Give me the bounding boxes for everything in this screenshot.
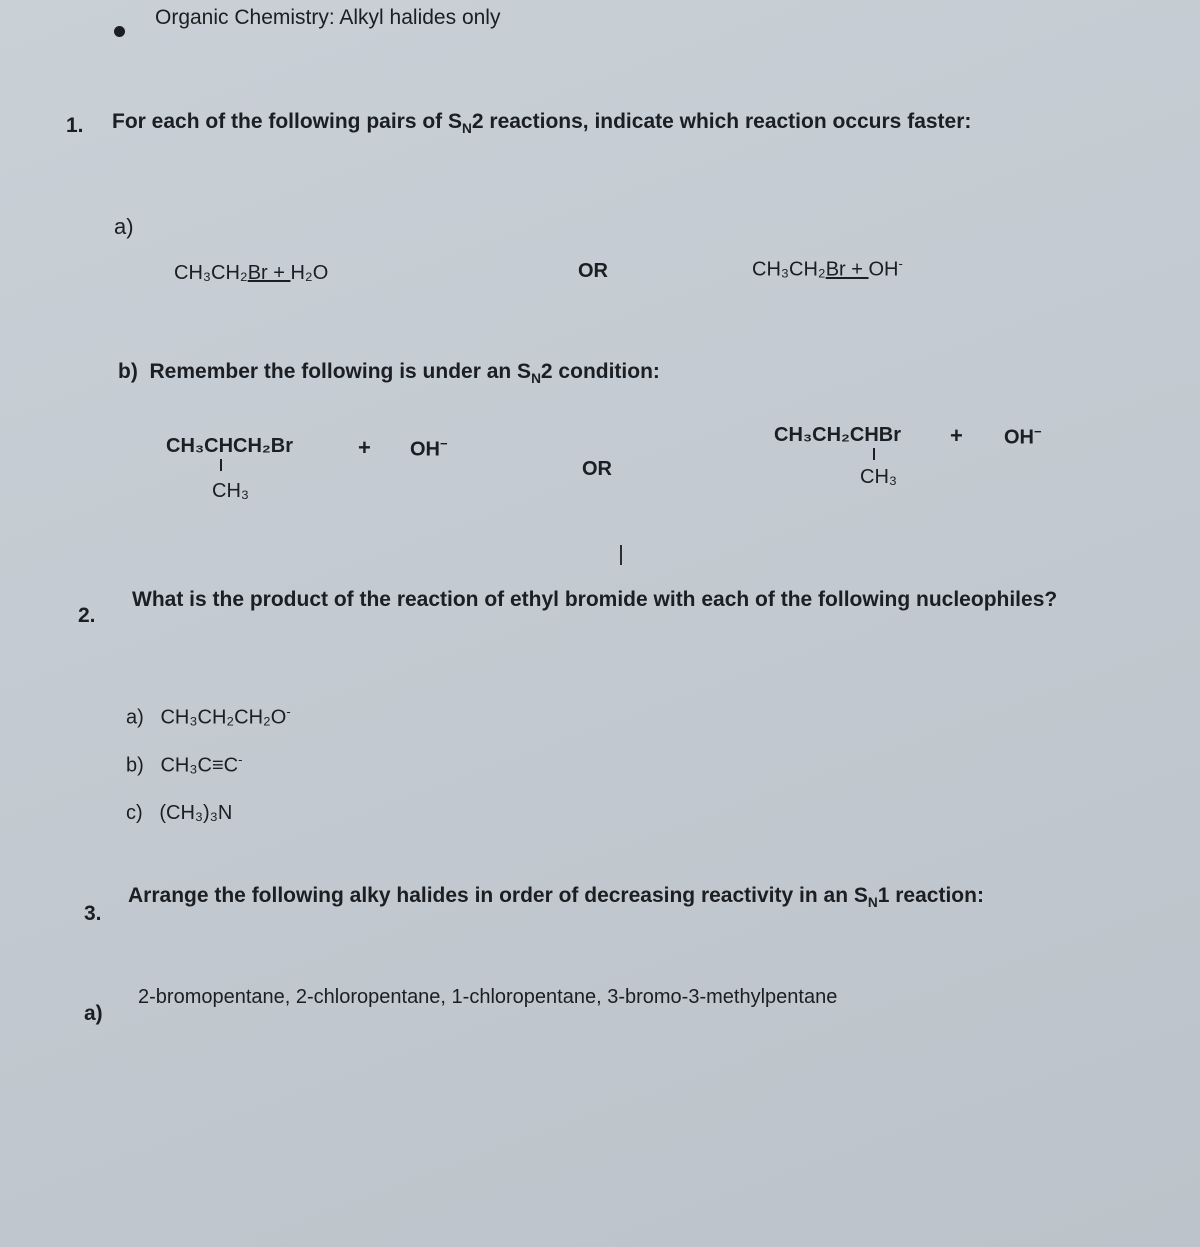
q1b-prompt: b) Remember the following is under an $S_N2$ condition: bbox=[118, 360, 660, 387]
q1b-left-nucleophile: OH− bbox=[410, 436, 448, 461]
q1b-left-plus: + bbox=[358, 435, 371, 460]
bullet-icon bbox=[114, 26, 125, 37]
q1a-label: a) bbox=[114, 214, 134, 239]
q1a-right-reaction: CH₃CH₂Br + OH- bbox=[752, 256, 903, 281]
text-cursor-icon bbox=[620, 545, 622, 565]
q1b-right-nucleophile: OH− bbox=[1004, 424, 1042, 449]
q2-prompt: What is the product of the reaction of ethyl bromide with each of the following nucleophiles? bbox=[132, 588, 1058, 611]
q1b-left-branch: CH₃ bbox=[212, 480, 250, 502]
q1b-left-bond bbox=[220, 459, 222, 471]
q3a-label: a) bbox=[84, 1002, 103, 1025]
q2-item-a: a) CH₃CH₂CH₂O- bbox=[126, 704, 291, 729]
q1a-or: OR bbox=[578, 260, 608, 282]
q1b-right-bond bbox=[873, 448, 875, 460]
q2-item-c: c) (CH₃)₃N bbox=[126, 802, 233, 824]
q1b-left-main: CH₃CHCH₂Br bbox=[166, 435, 294, 457]
q3a-text: 2-bromopentane, 2-chloropentane, 1-chloropentane, 3-bromo-3-methylpentane bbox=[138, 986, 838, 1008]
q1b-right-branch: CH₃ bbox=[860, 466, 898, 488]
q1b-right-main: CH₃CH₂CHBr bbox=[774, 424, 902, 446]
q1-number: 1. bbox=[66, 114, 84, 137]
q1b-or: OR bbox=[582, 458, 612, 480]
page-title: Organic Chemistry: Alkyl halides only bbox=[155, 6, 501, 29]
q1a-left-reaction: CH₃CH₂Br + H₂O bbox=[174, 262, 329, 284]
q1-prompt: For each of the following pairs of $S_N2$ reactions, indicate which reaction occurs faster: bbox=[112, 110, 972, 137]
q2-number: 2. bbox=[78, 604, 96, 627]
q1b-right-plus: + bbox=[950, 423, 963, 448]
q3-number: 3. bbox=[84, 902, 102, 925]
q3-prompt: Arrange the following alky halides in order of decreasing reactivity in an $S_N1$ reaction: bbox=[128, 884, 984, 911]
q2-item-b: b) CH₃C≡C- bbox=[126, 752, 243, 777]
